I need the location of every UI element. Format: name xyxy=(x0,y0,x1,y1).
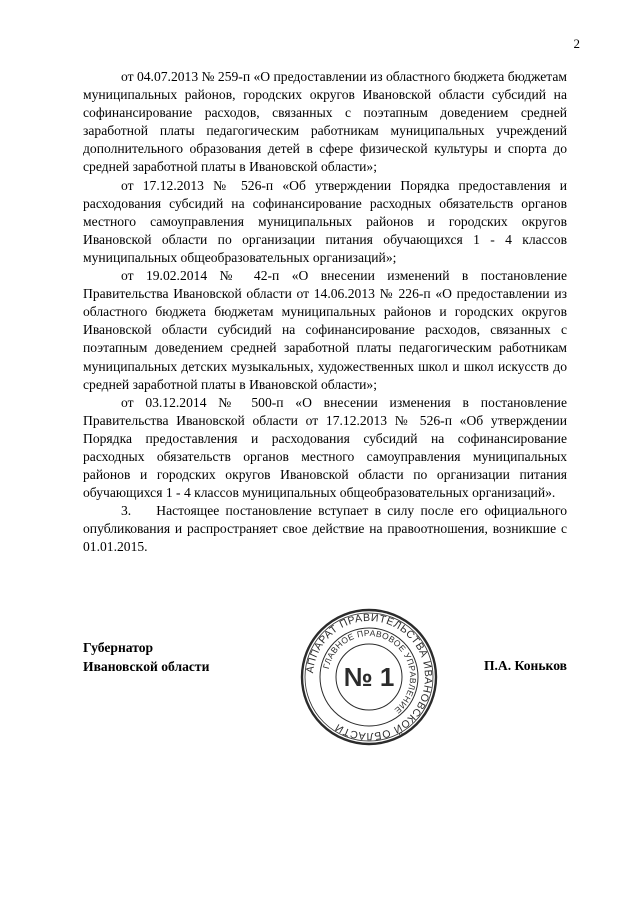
paragraph-resolution-500: от 03.12.2014 № 500-п «О внесении изменения в постановление Правительства Ивановской области от 17.12.2013 № 526-п «Об утверждении Порядка предоставления и расходования субсидий на софинансирование расходных обязательств органов местного самоуправления муниципальных районов и городских округов Ивановской области по организации питания обучающихся 1 - 4 классов муниципальных общеобразовательных организаций». xyxy=(83,394,567,501)
document-body xyxy=(83,68,567,557)
paragraph-resolution-526: от 17.12.2013 № 526-п «Об утверждении Порядка предоставления и расходования субсидий на софинансирование расходных обязательств органов местного самоуправления муниципальных районов и городских округов Ивановской области по организации питания обучающихся 1 - 4 классов муниципальных общеобразовательных организаций»; xyxy=(83,177,567,265)
paragraph-item-3: 3. Настоящее постановление вступает в силу после его официального опубликования и распространяет свое действие на правоотношения, возникшие с 01.01.2015. xyxy=(83,503,567,555)
paragraph-resolution-42: от 19.02.2014 № 42-п «О внесении изменений в постановление Правительства Ивановской области от 14.06.2013 № 226-п «О предоставлении из областного бюджета бюджетам муниципальных районов и городских округов Ивановской области субсидий на софинансирование расходов, связанных с поэтапным доведением средней заработной платы педагогическим работникам муниципальных детских музыкальных, художественных школ и школ искусств до средней заработной платы в Ивановской области»; xyxy=(83,268,567,392)
official-stamp xyxy=(299,607,439,747)
stamp-outer-text: АППАРАТ ПРАВИТЕЛЬСТВА ИВАНОВСКОЙ ОБЛАСТИ xyxy=(304,611,435,743)
signatory-title-line1: Губернатор xyxy=(83,640,154,655)
signature-block xyxy=(83,611,567,747)
signatory-name: П.А. Коньков xyxy=(483,658,567,673)
stamp-inner-text: ГЛАВНОЕ ПРАВОВОЕ УПРАВЛЕНИЕ xyxy=(320,627,419,716)
stamp-center-text: № 1 xyxy=(343,662,395,692)
page-number: 2 xyxy=(573,36,580,51)
paragraph-resolution-259: от 04.07.2013 № 259-п «О предоставлении из областного бюджета бюджетам муниципальных районов, городских округов Ивановской области субсидий на софинансирование расходов, связанных с поэтапным доведением средней заработной платы педагогическим работникам муниципальных учреждений дополнительного образования детей в сфере физической культуры и спорта до средней заработной платы в Ивановской области»; xyxy=(83,69,568,175)
signatory-title xyxy=(83,639,209,676)
signatory-title-line2: Ивановской области xyxy=(83,658,210,674)
